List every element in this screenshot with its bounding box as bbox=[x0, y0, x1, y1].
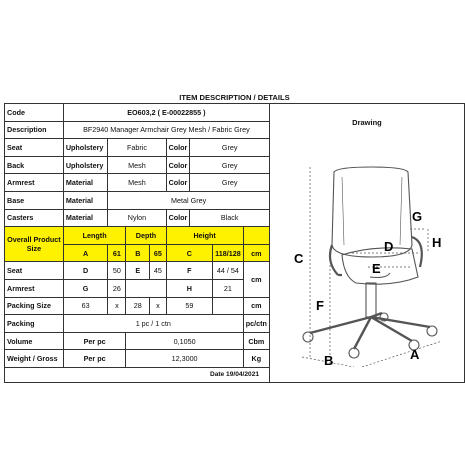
details-table bbox=[4, 91, 465, 383]
component-row-seat: Seat Upholstery Fabric Color Grey bbox=[5, 139, 465, 157]
length-header: Length bbox=[63, 227, 126, 245]
letter-g: G bbox=[411, 209, 423, 224]
left-armrest-shape bbox=[330, 245, 342, 275]
chair-drawing bbox=[272, 127, 462, 367]
caster-2 bbox=[349, 348, 359, 358]
description-value: BF2940 Manager Armchair Grey Mesh / Fabric Grey bbox=[63, 121, 269, 139]
date-footer: Date 19/04/2021 bbox=[5, 367, 465, 382]
seat-dims-row: Seat D 50 E 45 F 44 / 54 cm bbox=[5, 262, 465, 280]
letter-d: D bbox=[383, 239, 394, 254]
sheet-title: ITEM DESCRIPTION / DETAILS bbox=[179, 92, 290, 102]
length-value: 61 bbox=[108, 244, 126, 262]
volume-row: Volume Per pc 0,1050 Cbm bbox=[5, 332, 465, 350]
right-armrest-shape bbox=[412, 237, 422, 267]
component-row-armrest: Armrest Material Mesh Color Grey bbox=[5, 174, 465, 192]
packing-size-row: Packing Size 63 x 28 x 59 cm bbox=[5, 297, 465, 315]
component-row-base: Base Material Metal Grey bbox=[5, 191, 465, 209]
overall-size-values-row: A 61 B 65 C 118/128 cm bbox=[5, 244, 465, 262]
depth-value: 65 bbox=[150, 244, 166, 262]
code-value: EO603,2 ( E-00022855 ) bbox=[63, 104, 269, 122]
packing-row: Packing 1 pc / 1 ctn pc/ctn bbox=[5, 315, 465, 333]
caster-4 bbox=[427, 326, 437, 336]
code-label: Code bbox=[5, 104, 64, 122]
star-base-shape bbox=[310, 313, 430, 349]
overall-unit: cm bbox=[243, 244, 269, 262]
dim-line-a bbox=[362, 341, 442, 367]
height-header: Height bbox=[166, 227, 243, 245]
component-row-casters: Casters Material Nylon Color Black bbox=[5, 209, 465, 227]
letter-b: B bbox=[323, 353, 334, 367]
dims-unit: cm bbox=[243, 262, 269, 297]
drawing-cell bbox=[269, 104, 464, 383]
letter-a: A bbox=[409, 347, 420, 362]
component-row-back: Back Upholstery Mesh Color Grey bbox=[5, 156, 465, 174]
letter-f: F bbox=[315, 298, 324, 313]
letter-h: H bbox=[431, 235, 442, 250]
caster-1 bbox=[303, 332, 313, 342]
drawing-label: Drawing bbox=[352, 118, 382, 127]
gas-lift-shape bbox=[366, 283, 376, 317]
letter-c: C bbox=[293, 251, 304, 266]
overall-size-label: Overall Product Size bbox=[5, 227, 64, 262]
letter-e: E bbox=[371, 261, 381, 276]
armrest-dims-row: Armrest G 26 H 21 bbox=[5, 279, 465, 297]
height-value: 118/128 bbox=[213, 244, 244, 262]
weight-row: Weight / Gross Per pc 12,3000 Kg bbox=[5, 350, 465, 368]
depth-header: Depth bbox=[126, 227, 166, 245]
description-label: Description bbox=[5, 121, 64, 139]
